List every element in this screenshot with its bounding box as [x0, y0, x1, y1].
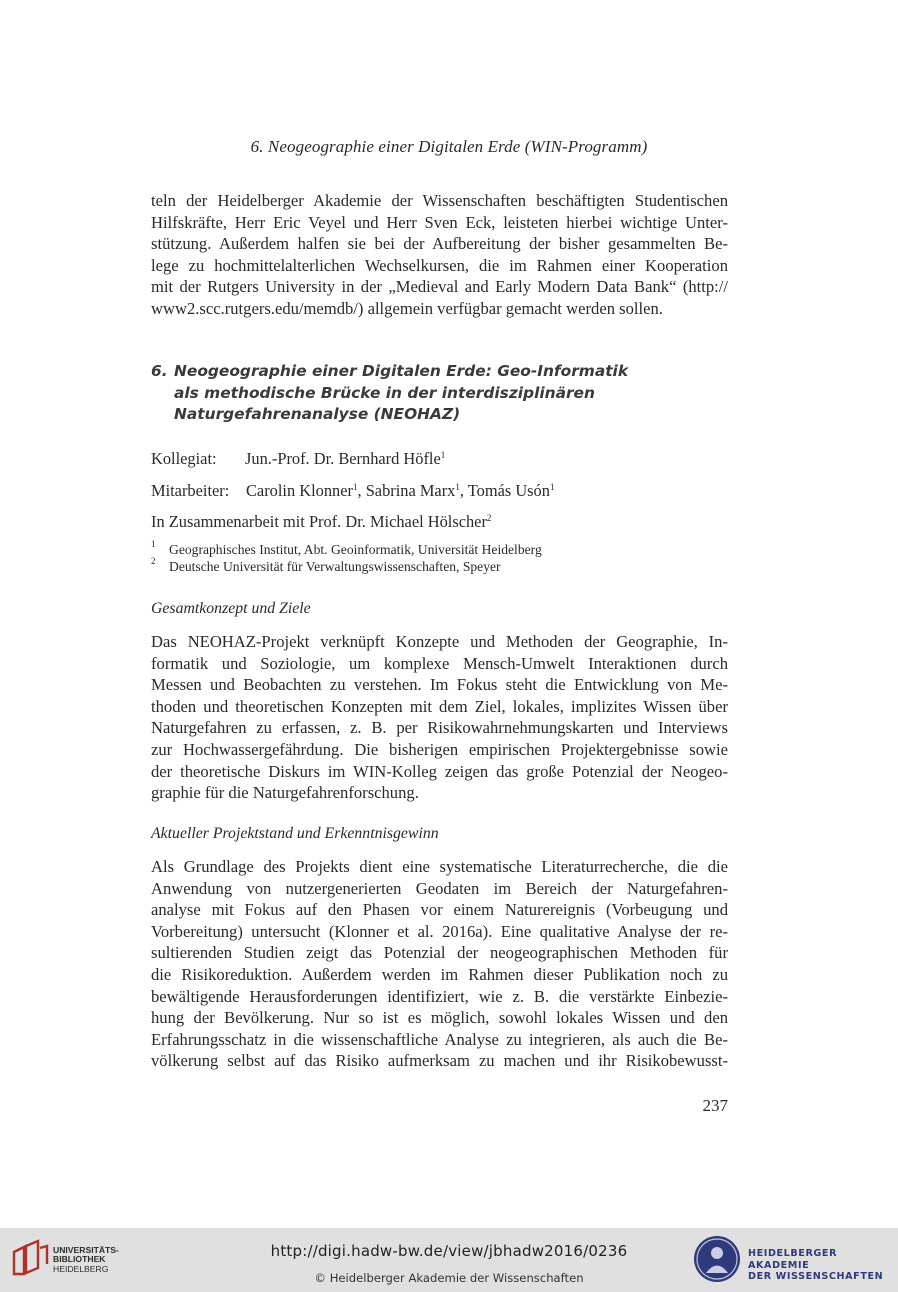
text-line: Anwendung von nutzergenerierten Geodaten im Bereich der Naturgefahren- — [151, 878, 728, 898]
text-line: bewältigende Herausforderungen identifiziert, wie z. B. die verstärkte Einbezie- — [151, 986, 728, 1006]
footnote-text: Deutsche Universität für Verwaltungswissenschaften, Speyer — [169, 559, 501, 574]
footer-bar — [0, 1228, 898, 1292]
section-number: 6. — [151, 362, 168, 380]
library-name[interactable]: UNIVERSITÄTS- BIBLIOTHEK HEIDELBERG — [53, 1245, 119, 1274]
text-line: Messen und Beobachten zu verstehen. Im Fokus steht die Entwicklung von Me- — [151, 675, 728, 695]
text-line: lege zu hochmittelalterlichen Wechselkursen, die im Rahmen einer Kooperation — [151, 255, 728, 275]
academy-seal-icon[interactable] — [694, 1236, 740, 1282]
academy-name[interactable]: HEIDELBERGER AKADEMIE DER WISSENSCHAFTEN — [748, 1248, 884, 1282]
text-line: analyse mit Fokus auf den Phasen vor einem Naturereignis (Vorbeugung und — [151, 900, 728, 920]
stand-paragraph — [151, 856, 728, 1072]
text-line: Erfahrungsschatz in die wissenschaftliche Analyse zu integrieren, als auch die Be- — [151, 1029, 728, 1049]
text-line: sultierenden Studien zeigt das Potenzial der neogeographischen Methoden für — [151, 943, 728, 963]
footnote-mark: 2 — [151, 556, 156, 566]
text-line: der theoretische Diskurs im WIN-Kolleg zeigen das große Potenzial der Neogeo- — [151, 761, 728, 781]
text-line: formatik und Soziologie, um komplexe Mensch-Umwelt Interaktionen durch — [151, 653, 728, 673]
footnote-text: Geographisches Institut, Abt. Geoinformatik, Universität Heidelberg — [169, 542, 542, 557]
text-line: hung der Bevölkerung. Nur so ist es möglich, sowohl lokales Wissen und den — [151, 1008, 728, 1028]
text-line: stützung. Außerdem halfen sie bei der Aufbereitung der bisher gesammelten Be- — [151, 234, 728, 254]
text-line: zur Hochwassergefährdung. Die bisherigen empirischen Projektergebnisse sowie — [151, 739, 728, 759]
text-line: Das NEOHAZ-Projekt verknüpft Konzepte und Methoden der Geographie, In- — [151, 632, 728, 651]
kollegiat-row — [151, 449, 446, 469]
text-line: Vorbereitung) untersucht (Klonner et al. 2016a). Eine qualitative Analyse der re- — [151, 921, 728, 941]
zusammenarbeit-row: In Zusammenarbeit mit Prof. Dr. Michael Hölscher$^2$ — [151, 512, 492, 531]
section-title-line: Naturgefahrenanalyse (NEOHAZ) — [174, 405, 461, 423]
section-title-line: Neogeographie einer Digitalen Erde: Geo-Informatik — [174, 362, 629, 380]
kollegiat-label: Kollegiat: — [151, 449, 217, 468]
copyright-text: © Heidelberger Akademie der Wissenschaften — [314, 1271, 584, 1285]
mitarbeiter-row — [151, 481, 555, 501]
text-line: völkerung selbst auf das Risiko aufmerksam zu machen und ihr Risikobewusst- — [151, 1051, 728, 1071]
text-line: www2.scc.rutgers.edu/memdb/) allgemein verfügbar gemacht werden sollen. — [151, 298, 663, 318]
page-number: 237 — [702, 1096, 728, 1115]
text-line: graphie für die Naturgefahrenforschung. — [151, 783, 419, 803]
section-title-line: als methodische Brücke in der interdisziplinären — [174, 383, 595, 402]
footnote-mark: 1 — [151, 539, 156, 549]
text-line: Naturgefahren zu erfassen, z. B. per Risikowahrnehmungskarten und Interviews — [151, 718, 728, 738]
text-line: die Risikoreduktion. Außerdem werden im Rahmen dieser Publikation noch zu — [151, 964, 728, 984]
text-line: mit der Rutgers University in der „Medieval and Early Modern Data Bank“ (http:// — [151, 277, 728, 297]
intro-paragraph — [151, 190, 728, 320]
mitarbeiter-value: Carolin Klonner$^1$, Sabrina Marx$^1$, Tomás Usón$^1$ — [246, 481, 555, 500]
subheading-konzept: Gesamtkonzept und Ziele — [151, 600, 311, 617]
konzept-paragraph — [151, 631, 728, 804]
text-line: teln der Heidelberger Akademie der Wissenschaften beschäftigten Studentischen — [151, 191, 728, 210]
kollegiat-value: Jun.-Prof. Dr. Bernhard Höfle$^1$ — [245, 449, 446, 468]
text-line: Hilfskräfte, Herr Eric Veyel und Herr Sven Eck, leisteten hierbei wichtige Unter- — [151, 212, 728, 232]
running-head: 6. Neogeographie einer Digitalen Erde (WIN-Programm) — [250, 137, 648, 156]
text-line: thoden und theoretischen Konzepten mit dem Ziel, lokales, implizites Wissen über — [151, 696, 728, 716]
text-line: Als Grundlage des Projekts dient eine systematische Literaturrecherche, die die — [151, 857, 728, 876]
permalink-url[interactable]: http://digi.hadw-bw.de/view/jbhadw2016/0236 — [270, 1242, 628, 1260]
subheading-stand: Aktueller Projektstand und Erkenntnisgewinn — [151, 825, 439, 842]
mitarbeiter-label: Mitarbeiter: — [151, 481, 230, 500]
